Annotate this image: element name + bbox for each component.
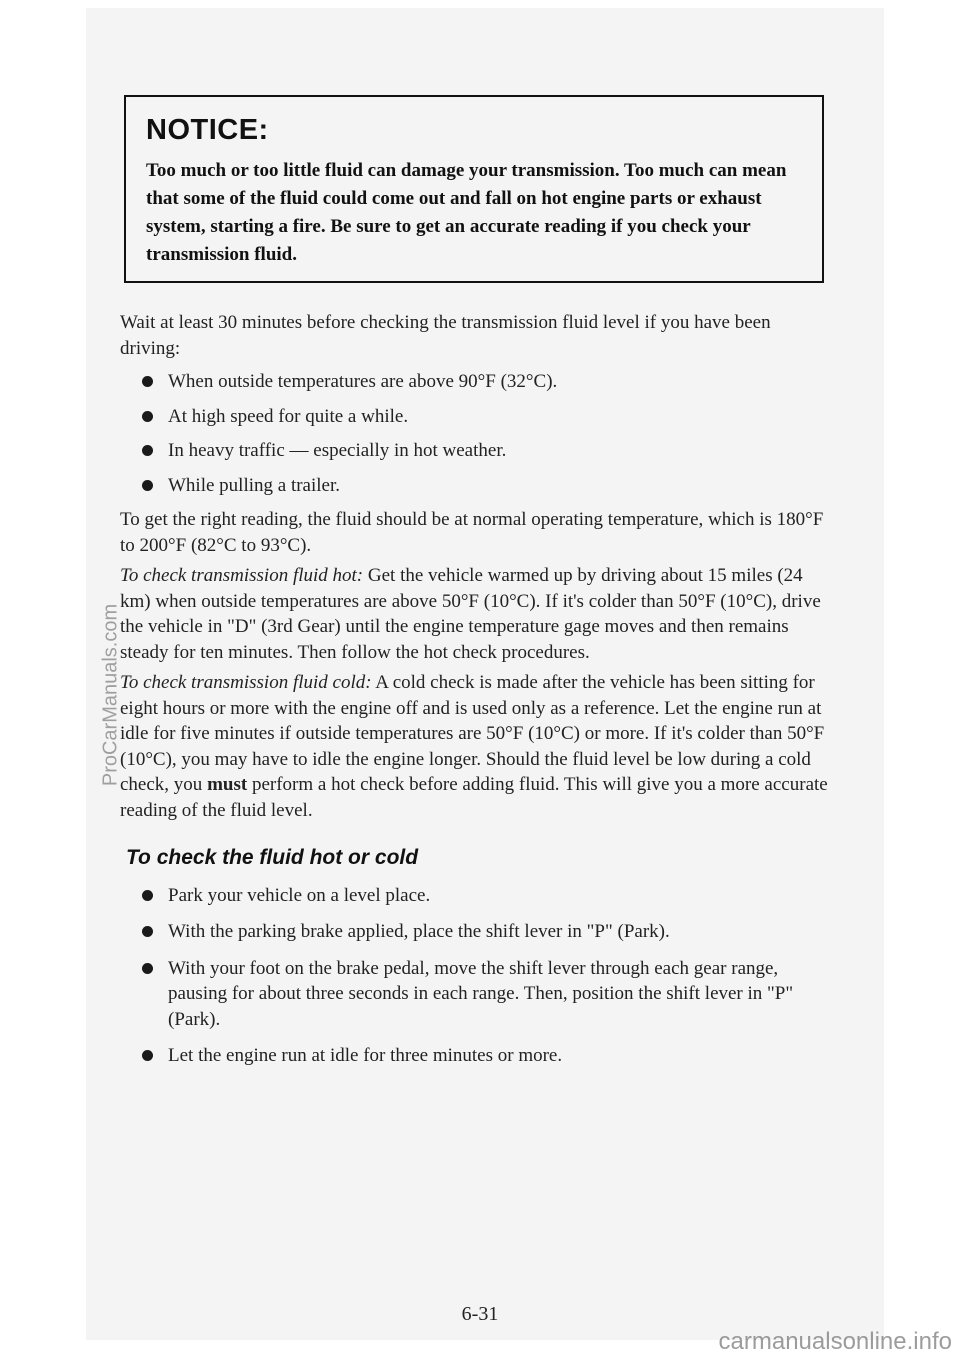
bullet-icon xyxy=(142,1050,153,1061)
list-item xyxy=(120,438,832,464)
list-item xyxy=(120,956,832,1033)
main-content xyxy=(120,310,832,1080)
bullet-icon xyxy=(142,411,153,422)
bullet-icon xyxy=(142,376,153,387)
list-item xyxy=(120,1043,832,1069)
side-watermark-text: ProCarManuals.com xyxy=(99,603,122,787)
notice-title: NOTICE: xyxy=(146,114,269,146)
section-title: To check the fluid hot or cold xyxy=(126,846,419,869)
hot-check-paragraph xyxy=(120,563,832,665)
bullet-icon xyxy=(142,445,153,456)
list-item-text: While pulling a trailer. xyxy=(168,474,341,496)
check-steps-list xyxy=(120,883,832,1069)
list-item xyxy=(120,883,832,909)
list-item-text: With the parking brake applied, place the shift lever in "P" (Park). xyxy=(168,921,670,942)
list-item-text: At high speed for quite a while. xyxy=(168,405,409,427)
bullet-icon xyxy=(142,480,153,491)
list-item-text: With your foot on the brake pedal, move the shift lever through each gear range, pausing for about three seconds in each range. Then, position the shift lever in "P" (Park). xyxy=(168,957,794,1030)
side-watermark xyxy=(100,560,122,830)
list-item-text: When outside temperatures are above 90°F (32°C). xyxy=(168,371,558,392)
cold-check-text-1: A cold check is made after the vehicle has been sitting for eight hours or more with the engine off and is used only as a reference. Let the engine run at idle for five minutes if outside temperatures are 50°F (10°C) or more. If it's colder than 50°F (10°C), you may have to idle the engine longer. Should the fluid level be low during a cold check, you xyxy=(120,672,825,795)
bottom-watermark: carmanualsonline.info xyxy=(718,1328,952,1355)
intro-paragraph: Wait at least 30 minutes before checking the transmission fluid level if you have been driving: xyxy=(120,312,771,359)
list-item xyxy=(120,919,832,945)
list-item xyxy=(120,369,832,395)
list-item-text: In heavy traffic — especially in hot weather. xyxy=(168,440,507,461)
right-reading-paragraph: To get the right reading, the fluid should be at normal operating temperature, which is 180°F to 200°F (82°C to 93°C). xyxy=(120,509,824,556)
list-item xyxy=(120,404,832,430)
bullet-icon xyxy=(142,926,153,937)
bullet-icon xyxy=(142,963,153,974)
list-item xyxy=(120,473,832,499)
list-item-text: Park your vehicle on a level place. xyxy=(168,884,431,906)
hot-check-text: Get the vehicle warmed up by driving about 15 miles (24 km) when outside temperatures are above 50°F (10°C). If it's colder than 50°F (10°C), drive the vehicle in "D" (3rd Gear) until the engine temperature gage moves and then remains steady for ten minutes. Then follow the hot check procedures. xyxy=(120,565,821,663)
page-number: 6-31 xyxy=(461,1303,499,1325)
cold-check-emphasis: must xyxy=(207,774,248,795)
hot-check-lead: To check transmission fluid hot: xyxy=(120,565,364,586)
notice-text: Too much or too little fluid can damage your transmission. Too much can mean that some of the fluid could come out and fall on hot engine parts or exhaust system, starting a fire. Be sure to get an accurate reading if you check your transmission fluid. xyxy=(146,160,787,265)
notice-box xyxy=(124,95,824,283)
bullet-icon xyxy=(142,890,153,901)
cold-check-paragraph xyxy=(120,670,832,823)
cold-check-lead: To check transmission fluid cold: xyxy=(120,672,372,693)
cold-check-text-2: perform a hot check before adding fluid. This will give you a more accurate reading of the fluid level. xyxy=(120,774,828,821)
list-item-text: Let the engine run at idle for three minutes or more. xyxy=(168,1045,563,1066)
driving-conditions-list xyxy=(120,369,832,498)
